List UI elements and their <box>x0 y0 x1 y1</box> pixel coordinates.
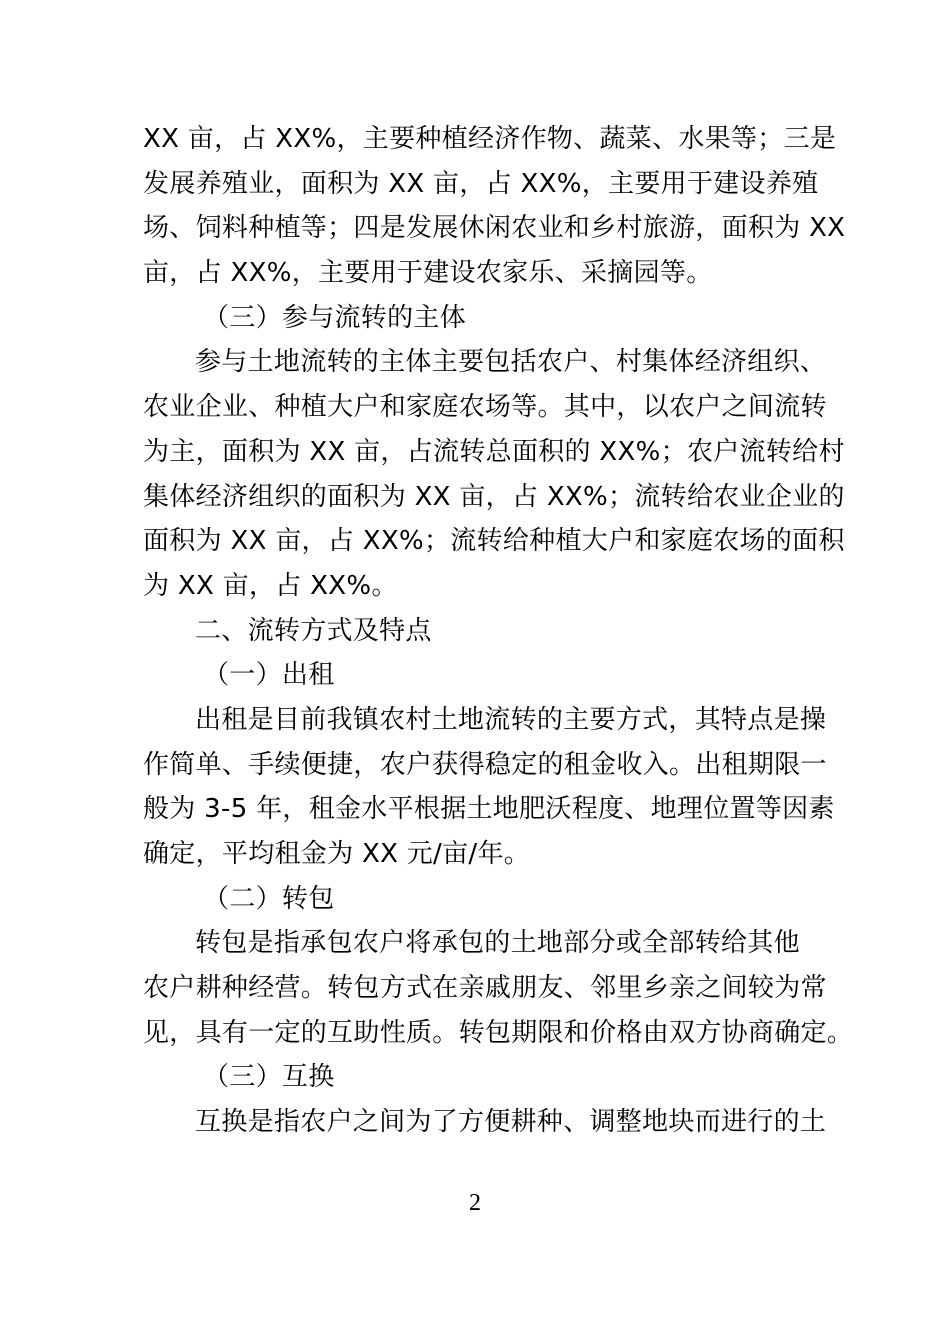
page-number: 2 <box>469 1190 481 1216</box>
text-line: 集体经济组织的面积为 XX 亩，占 XX%；流转给农业企业的 <box>143 481 845 512</box>
text-line: 亩，占 XX%，主要用于建设农家乐、采摘园等。 <box>143 258 713 289</box>
text-line: 为 XX 亩，占 XX%。 <box>143 570 398 601</box>
text-line: 农业企业、种植大户和家庭农场等。其中，以农户之间流转 <box>143 392 827 423</box>
paragraph-start: 出租是目前我镇农村土地流转的主要方式，其特点是操 <box>195 704 827 735</box>
text-line: 场、饲料种植等；四是发展休闲农业和乡村旅游，面积为 XX <box>143 213 846 244</box>
section-heading: （二）转包 <box>203 883 335 914</box>
text-line: 为主，面积为 XX 亩，占流转总面积的 XX%；农户流转给村 <box>143 436 845 467</box>
text-line: 农户耕种经营。转包方式在亲戚朋友、邻里乡亲之间较为常 <box>143 973 827 1004</box>
text-line: XX 亩，占 XX%，主要种植经济作物、蔬菜、水果等；三是 <box>143 124 837 154</box>
paragraph-start: 互换是指农户之间为了方便耕种、调整地块而进行的土 <box>195 1107 827 1138</box>
text-line: 确定，平均租金为 XX 元/亩/年。 <box>143 839 531 869</box>
text-line: 发展养殖业，面积为 XX 亩，占 XX%，主要用于建设养殖 <box>143 168 819 199</box>
text-line: 般为 3-5 年，租金水平根据土地肥沃程度、地理位置等因素 <box>143 794 835 825</box>
section-heading: （三）互换 <box>203 1062 335 1093</box>
section-heading: （一）出租 <box>203 660 335 691</box>
body-text <box>143 117 854 1145</box>
section-heading: （三）参与流转的主体 <box>203 302 467 333</box>
text-line: 作简单、手续便捷，农户获得稳定的租金收入。出租期限一 <box>143 749 827 780</box>
text-line: 见，具有一定的互助性质。转包期限和价格由双方协商确定。 <box>143 1017 854 1048</box>
paragraph-start: 参与土地流转的主体主要包括农户、村集体经济组织、 <box>195 347 827 378</box>
paragraph-start: 转包是指承包农户将承包的土地部分或全部转给其他 <box>195 928 800 959</box>
chapter-heading: 二、流转方式及特点 <box>195 615 432 646</box>
text-line: 面积为 XX 亩，占 XX%；流转给种植大户和家庭农场的面积 <box>143 526 845 557</box>
